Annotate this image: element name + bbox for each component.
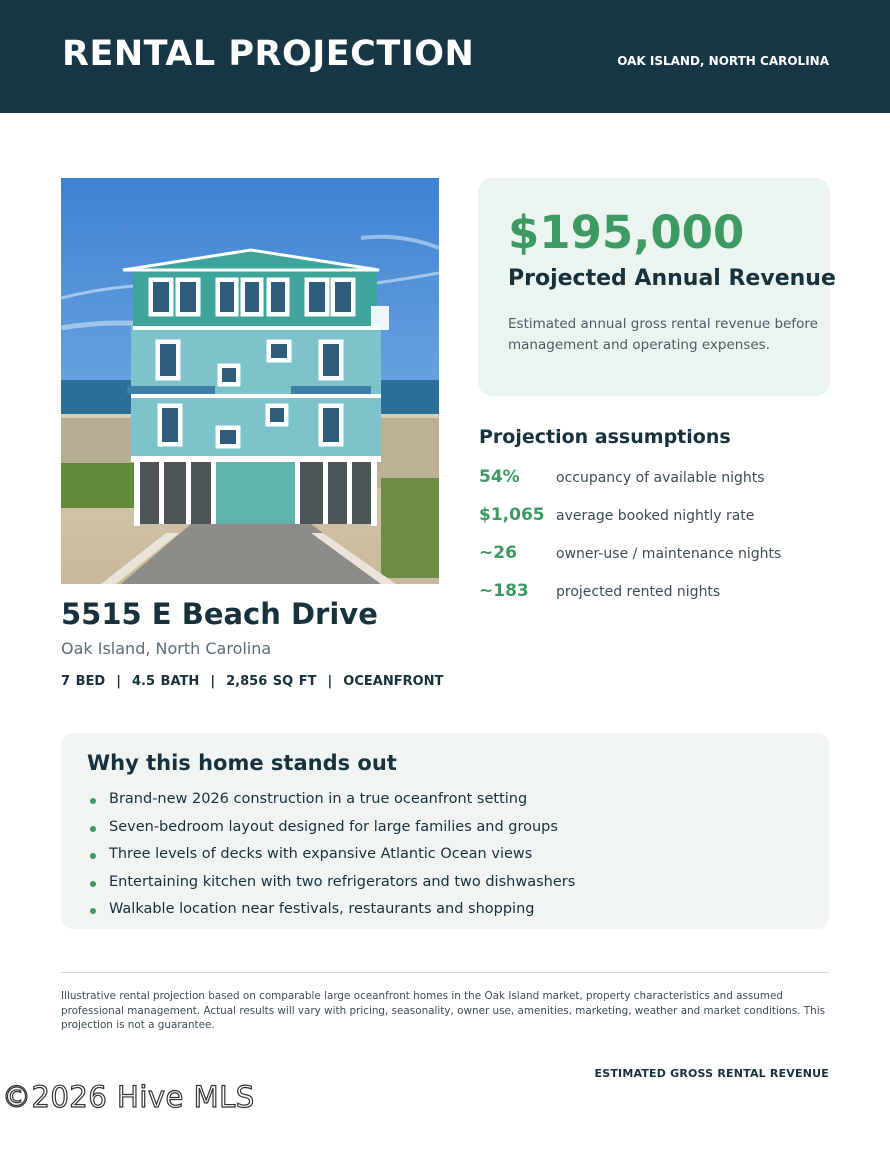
bullet-icon	[90, 826, 96, 832]
bullet-icon	[90, 908, 96, 914]
assumption-value: 54%	[479, 467, 520, 487]
property-photo	[61, 178, 439, 584]
list-item-text: Brand-new 2026 construction in a true oceanfront setting	[109, 791, 528, 807]
highlights-list	[87, 791, 575, 929]
revenue-label: Projected Annual Revenue	[508, 266, 836, 291]
list-item	[87, 874, 575, 902]
list-item-text: Entertaining kitchen with two refrigerators and two dishwashers	[109, 873, 576, 890]
bullet-icon	[90, 798, 96, 804]
header-location: OAK ISLAND, NORTH CAROLINA	[617, 54, 829, 68]
list-item-text: Seven-bedroom layout designed for large families and groups	[109, 818, 558, 835]
property-specs: 7 BED | 4.5 BATH | 2,856 SQ FT | OCEANFRONT	[61, 674, 444, 689]
assumptions-title: Projection assumptions	[479, 426, 731, 448]
assumption-row	[479, 581, 839, 605]
bullet-icon	[90, 881, 96, 887]
revenue-card	[478, 178, 836, 396]
assumption-row	[479, 467, 839, 491]
page-header	[0, 0, 890, 113]
assumption-row	[479, 505, 839, 529]
disclaimer: Illustrative rental projection based on comparable large oceanfront homes in the Oak Island market, property characteristics and assumed professional management. Actual results will vary with pricing, seasonality, owner use, amenities, marketing, weather and market conditions. This projection is not a guarantee.	[61, 990, 826, 1031]
assumption-label: average booked nightly rate	[556, 508, 755, 524]
highlights-box	[61, 733, 829, 929]
assumption-value: ~26	[479, 543, 517, 563]
assumption-row	[479, 543, 839, 567]
highlights-title: Why this home stands out	[87, 751, 397, 775]
assumption-label: projected rented nights	[556, 584, 721, 600]
list-item-text: Three levels of decks with expansive Atlantic Ocean views	[109, 846, 533, 863]
footer-label: ESTIMATED GROSS RENTAL REVENUE	[594, 1067, 829, 1080]
assumption-label: owner-use / maintenance nights	[556, 546, 782, 562]
list-item-text: Walkable location near festivals, restaurants and shopping	[109, 901, 535, 918]
revenue-description: Estimated annual gross rental revenue before management and operating expenses.	[508, 316, 818, 353]
revenue-amount: $195,000	[508, 206, 745, 259]
property-address: 5515 E Beach Drive	[61, 597, 378, 631]
list-item	[87, 846, 575, 874]
page-title: RENTAL PROJECTION	[62, 34, 475, 74]
watermark: ©2026 Hive MLS	[2, 1080, 255, 1114]
assumption-label: occupancy of available nights	[556, 470, 765, 486]
assumption-value: $1,065	[479, 505, 545, 525]
property-city: Oak Island, North Carolina	[61, 639, 272, 658]
divider	[61, 972, 829, 973]
bullet-icon	[90, 853, 96, 859]
list-item	[87, 791, 575, 819]
list-item	[87, 819, 575, 847]
list-item	[87, 901, 575, 929]
assumption-value: ~183	[479, 581, 529, 601]
